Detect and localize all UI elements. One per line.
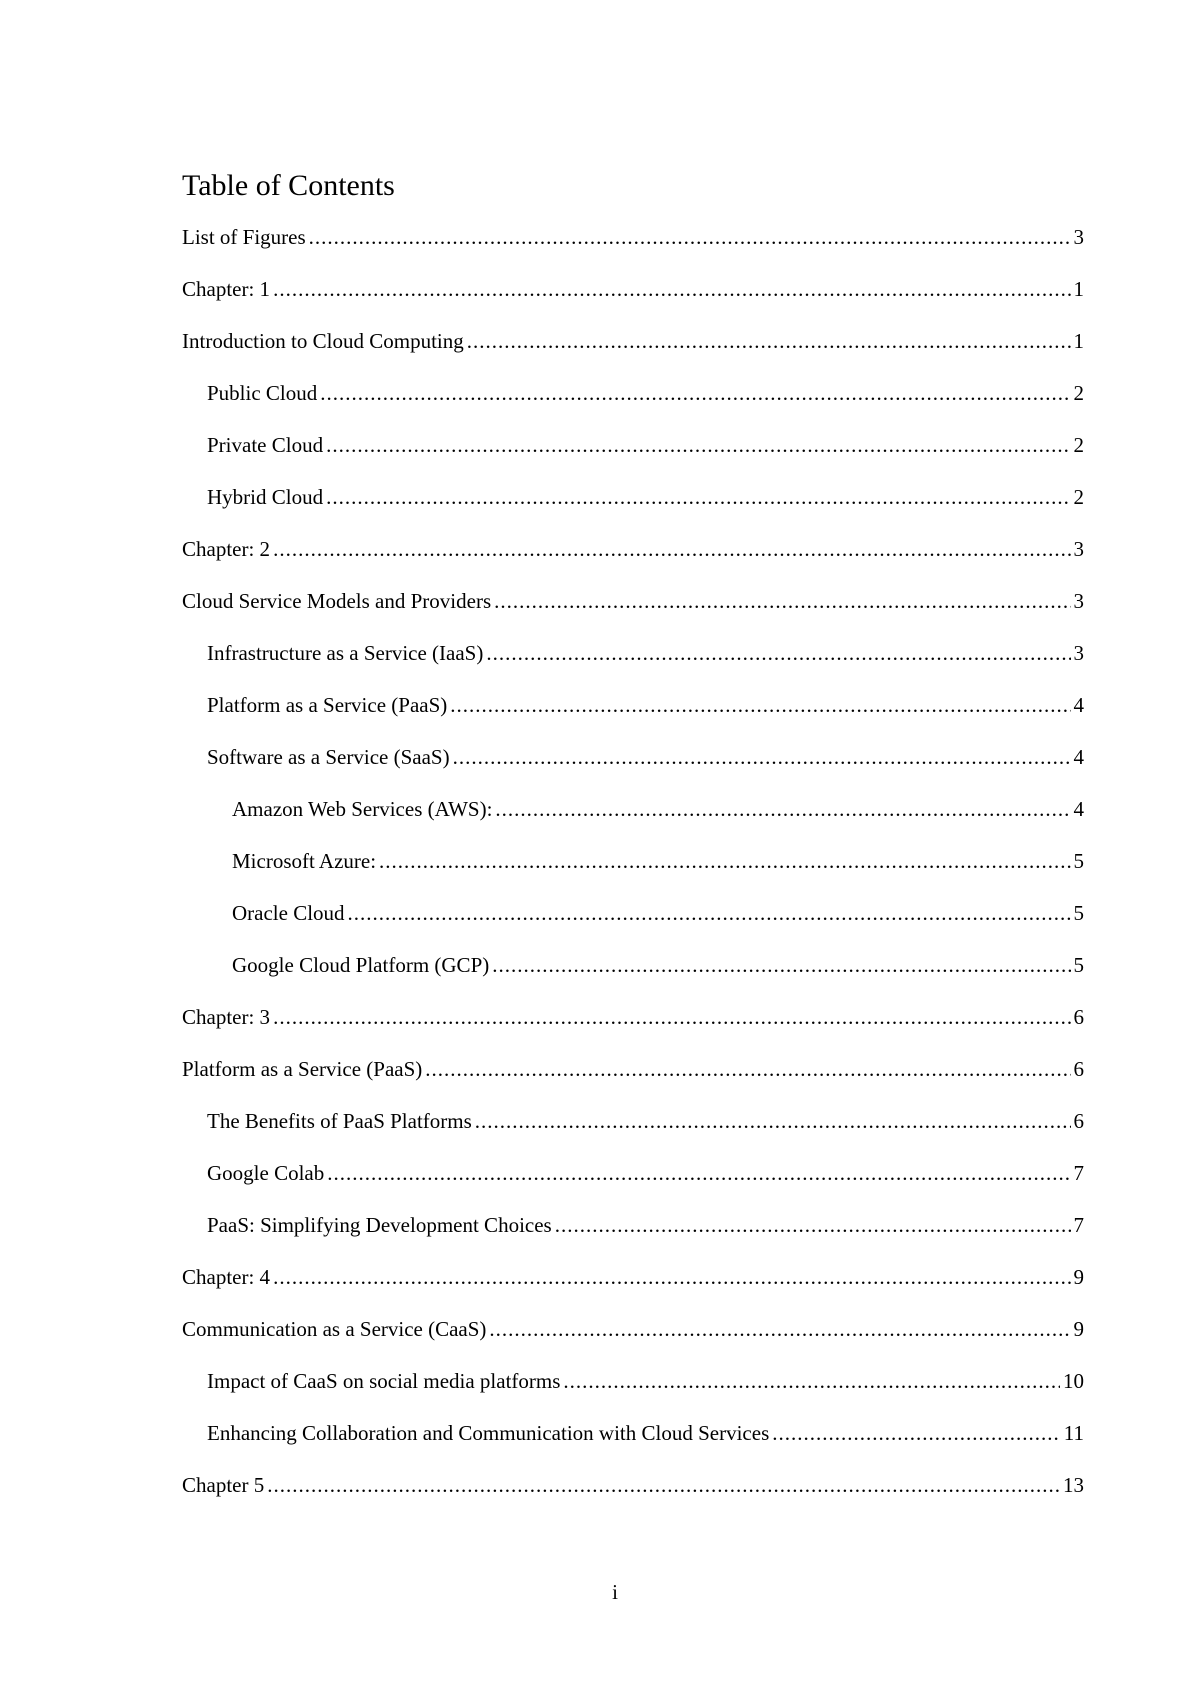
- toc-entry[interactable]: [182, 953, 1084, 1005]
- toc-entry[interactable]: [182, 277, 1084, 329]
- toc-entry-page[interactable]: 4: [1073, 693, 1084, 717]
- toc-entry-page[interactable]: 6: [1073, 1005, 1084, 1029]
- toc-entry-page[interactable]: 4: [1073, 797, 1084, 821]
- toc-entry[interactable]: [182, 1369, 1084, 1421]
- toc-entry-title[interactable]: Introduction to Cloud Computing: [182, 329, 464, 353]
- toc-entry-page[interactable]: 5: [1073, 849, 1084, 873]
- toc-entry[interactable]: [182, 1161, 1084, 1213]
- dot-leader: [327, 1161, 1070, 1185]
- toc-entry[interactable]: [182, 1213, 1084, 1265]
- toc-entry-page[interactable]: 13: [1063, 1473, 1084, 1497]
- toc-entry-title[interactable]: PaaS: Simplifying Development Choices: [207, 1213, 552, 1237]
- dot-leader: [379, 849, 1070, 873]
- toc-entry[interactable]: [182, 849, 1084, 901]
- toc-entry-title[interactable]: Public Cloud: [207, 381, 318, 405]
- toc-entry[interactable]: [182, 693, 1084, 745]
- toc-entry[interactable]: [182, 641, 1084, 693]
- toc-entry-page[interactable]: 3: [1073, 641, 1084, 665]
- toc-entry-page[interactable]: 5: [1073, 901, 1084, 925]
- toc-entry[interactable]: [182, 537, 1084, 589]
- toc-entry[interactable]: [182, 1265, 1084, 1317]
- toc-entry-page[interactable]: 11: [1063, 1421, 1084, 1445]
- dot-leader: [492, 953, 1070, 977]
- toc-entry-title[interactable]: Chapter 5: [182, 1473, 265, 1497]
- dot-leader: [326, 485, 1070, 509]
- toc-entry[interactable]: [182, 1473, 1084, 1525]
- toc-entry-title[interactable]: Impact of CaaS on social media platforms: [207, 1369, 561, 1393]
- toc-entry[interactable]: [182, 1057, 1084, 1109]
- toc-entry[interactable]: [182, 485, 1084, 537]
- toc-entry-title[interactable]: Infrastructure as a Service (IaaS): [207, 641, 484, 665]
- toc-entry[interactable]: [182, 797, 1084, 849]
- toc-entry-page[interactable]: 9: [1073, 1265, 1084, 1289]
- dot-leader: [450, 693, 1070, 717]
- toc-entry-page[interactable]: 10: [1063, 1369, 1084, 1393]
- toc-entry-page[interactable]: 6: [1073, 1109, 1084, 1133]
- toc-entry-title[interactable]: Chapter: 4: [182, 1265, 271, 1289]
- dot-leader: [555, 1213, 1071, 1237]
- toc-entry[interactable]: [182, 225, 1084, 277]
- toc-entry-title[interactable]: Amazon Web Services (AWS):: [232, 797, 493, 821]
- toc-entry-page[interactable]: 3: [1073, 225, 1084, 249]
- dot-leader: [563, 1369, 1060, 1393]
- toc-entry-title[interactable]: Chapter: 1: [182, 277, 271, 301]
- toc-entry-page[interactable]: 5: [1073, 953, 1084, 977]
- toc-entry-page[interactable]: 3: [1073, 537, 1084, 561]
- toc-entry[interactable]: [182, 1421, 1084, 1473]
- toc-entry-title[interactable]: Private Cloud: [207, 433, 324, 457]
- toc-entry-page[interactable]: 2: [1073, 485, 1084, 509]
- toc-entry-page[interactable]: 1: [1073, 277, 1084, 301]
- toc-entry-title[interactable]: Software as a Service (SaaS): [207, 745, 450, 769]
- toc-entry[interactable]: [182, 745, 1084, 797]
- toc-entry-title[interactable]: Enhancing Collaboration and Communication with Cloud Services: [207, 1421, 770, 1445]
- dot-leader: [273, 277, 1070, 301]
- dot-leader: [489, 1317, 1070, 1341]
- dot-leader: [494, 589, 1070, 613]
- dot-leader: [309, 225, 1071, 249]
- dot-leader: [453, 745, 1071, 769]
- toc-entry-title[interactable]: Platform as a Service (PaaS): [207, 693, 448, 717]
- toc-entry-title[interactable]: Microsoft Azure:: [232, 849, 377, 873]
- toc-entry[interactable]: [182, 381, 1084, 433]
- toc-entry-title[interactable]: Chapter: 2: [182, 537, 271, 561]
- dot-leader: [486, 641, 1070, 665]
- dot-leader: [273, 1265, 1070, 1289]
- toc-entry-title[interactable]: Google Colab: [207, 1161, 325, 1185]
- toc-entry[interactable]: [182, 901, 1084, 953]
- toc-entry-title[interactable]: Oracle Cloud: [232, 901, 345, 925]
- toc-entry-page[interactable]: 7: [1073, 1213, 1084, 1237]
- toc-entry[interactable]: [182, 329, 1084, 381]
- toc-entry-page[interactable]: 4: [1073, 745, 1084, 769]
- toc-entry-page[interactable]: 9: [1073, 1317, 1084, 1341]
- dot-leader: [320, 381, 1070, 405]
- toc-entry-title[interactable]: List of Figures: [182, 225, 306, 249]
- dot-leader: [326, 433, 1070, 457]
- toc-entry-title[interactable]: Chapter: 3: [182, 1005, 271, 1029]
- toc-entry-title[interactable]: Google Cloud Platform (GCP): [232, 953, 490, 977]
- toc-entry[interactable]: [182, 1109, 1084, 1161]
- toc-entry[interactable]: [182, 589, 1084, 641]
- toc-entry[interactable]: [182, 1005, 1084, 1057]
- dot-leader: [273, 1005, 1070, 1029]
- toc-entry-page[interactable]: 2: [1073, 433, 1084, 457]
- toc-entry[interactable]: [182, 1317, 1084, 1369]
- toc-entry-page[interactable]: 1: [1073, 329, 1084, 353]
- dot-leader: [495, 797, 1070, 821]
- dot-leader: [348, 901, 1071, 925]
- dot-leader: [475, 1109, 1071, 1133]
- toc-entry-page[interactable]: 3: [1073, 589, 1084, 613]
- toc-entry-title[interactable]: Communication as a Service (CaaS): [182, 1317, 487, 1341]
- toc-entry-title[interactable]: Cloud Service Models and Providers: [182, 589, 492, 613]
- toc-entry-page[interactable]: 6: [1073, 1057, 1084, 1081]
- toc-entry-page[interactable]: 7: [1073, 1161, 1084, 1185]
- toc-entry-page[interactable]: 2: [1073, 381, 1084, 405]
- dot-leader: [467, 329, 1071, 353]
- page-number: i: [612, 1580, 618, 1604]
- page-title: Table of Contents: [182, 169, 395, 202]
- toc-list: [182, 225, 1084, 1525]
- dot-leader: [267, 1473, 1060, 1497]
- toc-entry[interactable]: [182, 433, 1084, 485]
- toc-entry-title[interactable]: The Benefits of PaaS Platforms: [207, 1109, 472, 1133]
- dot-leader: [772, 1421, 1061, 1445]
- toc-entry-title[interactable]: Hybrid Cloud: [207, 485, 324, 509]
- dot-leader: [425, 1057, 1070, 1081]
- toc-entry-title[interactable]: Platform as a Service (PaaS): [182, 1057, 423, 1081]
- dot-leader: [273, 537, 1070, 561]
